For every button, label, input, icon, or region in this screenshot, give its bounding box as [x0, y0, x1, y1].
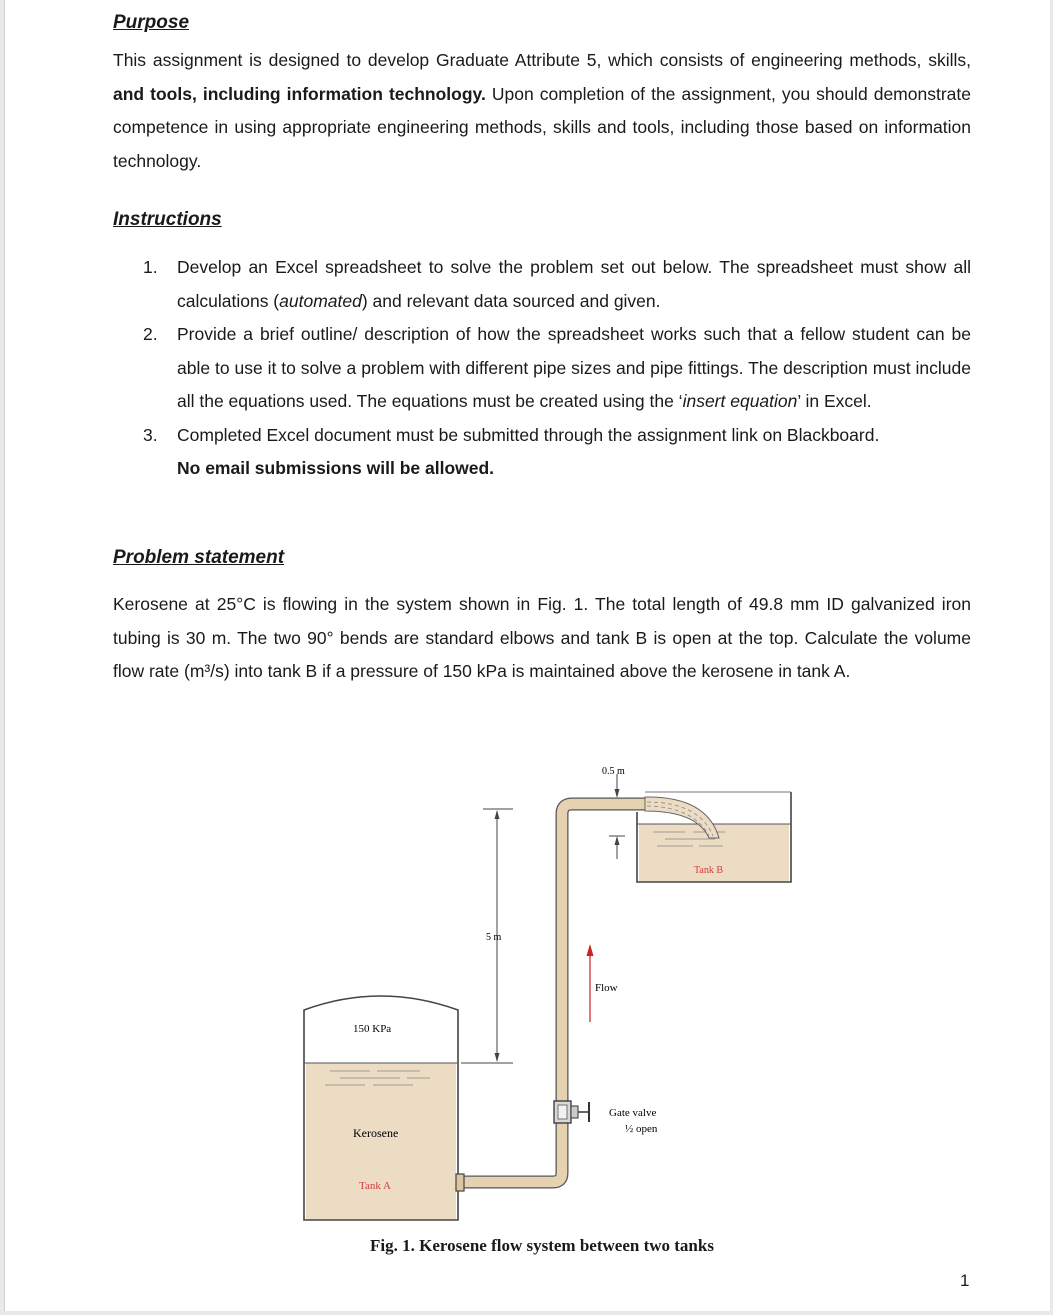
fluid-label: Kerosene: [353, 1126, 399, 1140]
instructions-heading: Instructions: [113, 209, 222, 230]
purpose-text-a: This assignment is designed to develop Graduate Attribute 5, which consists of engineering methods, skills,: [113, 50, 971, 70]
list-item-text: Completed Excel document must be submitted through the assignment link on Blackboard.: [177, 424, 880, 445]
list-item-text: ’ in Excel.: [797, 391, 872, 411]
flow-arrow-icon: [587, 944, 594, 1022]
list-item-text: ) and relevant data sourced and given.: [361, 290, 661, 311]
pipe: [456, 804, 645, 1191]
purpose-text-b: Upon completion of the assignment, you should demonstrate competence in using appropriate engineering methods, skills and tools, including those based on information technology.: [113, 83, 971, 171]
list-item-number: 2.: [143, 324, 158, 344]
height-label: 5 m: [486, 932, 502, 943]
purpose-bold-text: and tools, including information technology.: [113, 83, 486, 104]
list-item-text: Develop an Excel spreadsheet to solve the problem set out below. The spreadsheet must show all calculations (: [177, 257, 971, 311]
purpose-heading: Purpose: [113, 12, 190, 33]
pipe-flange: [456, 1174, 464, 1191]
list-item: [143, 318, 971, 419]
list-item: [143, 419, 971, 486]
purpose-paragraph: [113, 44, 971, 178]
tank-b-label: Tank B: [694, 865, 724, 876]
list-item-italic: automated: [279, 290, 362, 311]
document-page: [4, 0, 1050, 1311]
list-item-number: 3.: [143, 424, 158, 445]
list-item-text: Provide a brief outline/ description of how the spreadsheet works such that a fellow student can be able to use it to solve a problem with different pipe sizes and pipe fittings. The description must include all the equations used. The equations must be created using the ‘: [177, 324, 971, 411]
pressure-label: 150 KPa: [353, 1023, 392, 1035]
valve-fraction-label: ½ open: [625, 1123, 658, 1135]
gap-dimension: [609, 774, 625, 859]
tank-a-fluid: [306, 1063, 456, 1220]
tank-a: [304, 996, 458, 1220]
list-item-number: 1.: [143, 257, 158, 277]
tank-a-label: Tank A: [359, 1180, 391, 1192]
kerosene-flow-diagram: [295, 756, 795, 1226]
valve-label: Gate valve: [609, 1107, 657, 1119]
gate-valve-icon: [554, 1101, 589, 1123]
flow-label: Flow: [595, 982, 618, 994]
instructions-list: [143, 251, 971, 486]
gap-label: 0.5 m: [602, 766, 625, 777]
list-item-bold: No email submissions will be allowed.: [177, 458, 495, 478]
problem-paragraph: Kerosene at 25°C is flowing in the system shown in Fig. 1. The total length of 49.8 mm ID galvanized iron tubing is 30 m. The two 90° bends are standard elbows and tank B is open at the top. Calculate the volume flow rate (m³/s) into tank B if a pressure of 150 kPa is maintained above the kerosene in tank A.: [113, 594, 971, 681]
list-item: [143, 251, 971, 318]
problem-heading: Problem statement: [113, 547, 285, 568]
figure-caption: Fig. 1. Kerosene flow system between two tanks: [370, 1236, 714, 1255]
list-item-italic: insert equation: [682, 391, 798, 411]
page-number: 1: [960, 1271, 970, 1290]
